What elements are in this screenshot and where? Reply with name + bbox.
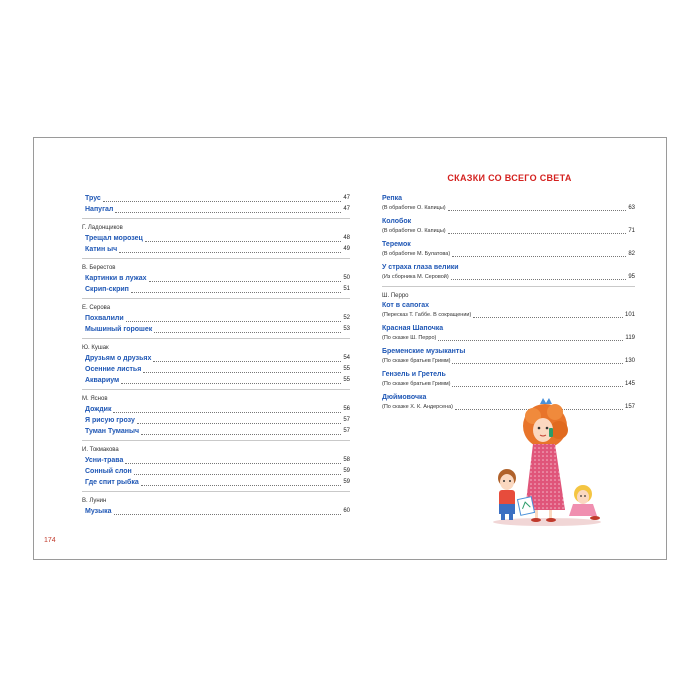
right-contents-list [382, 194, 635, 416]
entry-page-number: 130 [624, 358, 635, 364]
entry-note: (В обработке М. Булатова) [382, 251, 451, 257]
entry-page-number: 119 [625, 335, 635, 341]
toc-entry[interactable] [82, 364, 350, 375]
entry-title: Катин ыч [85, 246, 118, 253]
dot-leader [126, 320, 342, 322]
dot-leader [143, 371, 341, 373]
entry-title: Усни-трава [85, 457, 124, 464]
dot-leader [145, 240, 341, 242]
group-divider [82, 218, 350, 220]
entry-page-number: 55 [343, 377, 350, 383]
entry-page-number: 55 [343, 366, 350, 372]
entry-page-number: 47 [343, 195, 350, 201]
dot-leader [153, 360, 341, 362]
dot-leader [113, 411, 341, 413]
entry-note: (По сказке Х. К. Андерсена) [382, 404, 453, 410]
toc-entry[interactable] [82, 313, 350, 324]
dot-leader [137, 422, 341, 424]
entry-note-row [382, 250, 635, 259]
entry-page-number: 53 [343, 326, 350, 332]
toc-entry[interactable] [82, 193, 350, 204]
toc-entry-group[interactable] [382, 240, 635, 259]
entry-page-number: 57 [343, 417, 350, 423]
entry-title: Гензель и Гретель [382, 371, 446, 378]
toc-entry[interactable] [82, 204, 350, 215]
entry-note: (В обработке О. Капицы) [382, 228, 446, 234]
dot-leader [452, 255, 626, 257]
entry-title: Теремок [382, 241, 411, 248]
entry-note-row [382, 357, 635, 366]
author-name: В. Лунин [82, 498, 107, 504]
toc-entry[interactable] [82, 353, 350, 364]
entry-title: Колобок [382, 218, 412, 225]
toc-entry[interactable] [82, 375, 350, 386]
entry-page-number: 157 [624, 404, 635, 410]
page-number: 174 [44, 537, 56, 544]
entry-title: Трус [85, 195, 101, 202]
dot-leader [141, 484, 342, 486]
entry-page-number: 50 [343, 275, 350, 281]
group-divider [382, 286, 635, 288]
toc-entry[interactable] [82, 506, 350, 517]
author-name: Ю. Кушак [82, 345, 109, 351]
entry-page-number: 145 [624, 381, 635, 387]
entry-title: Сонный слон [85, 468, 132, 475]
toc-entry-group[interactable] [382, 370, 635, 389]
entry-page-number: 54 [343, 355, 350, 361]
entry-note: (По сказке Ш. Перро) [382, 335, 437, 341]
entry-title: Дождик [85, 406, 112, 413]
toc-entry-group[interactable] [382, 347, 635, 366]
dot-leader [154, 331, 341, 333]
dot-leader [141, 433, 341, 435]
toc-entry[interactable] [82, 284, 350, 295]
toc-entry-group[interactable] [382, 217, 635, 236]
group-divider [82, 389, 350, 391]
section-title: СКАЗКИ СО ВСЕГО СВЕТА [447, 173, 572, 183]
toc-entry-group[interactable] [382, 324, 635, 343]
toc-entry-group[interactable] [382, 263, 635, 282]
dot-leader [134, 473, 342, 475]
entry-note-row [382, 204, 635, 213]
entry-page-number: 47 [343, 206, 350, 212]
dot-leader [121, 382, 341, 384]
toc-entry[interactable] [82, 233, 350, 244]
dot-leader [448, 232, 627, 234]
entry-note: (Из сборника М. Серовой) [382, 274, 449, 280]
entry-page-number: 51 [343, 286, 350, 292]
author-name: И. Токмакова [82, 447, 119, 453]
dot-leader [451, 278, 627, 280]
dot-leader [115, 211, 341, 213]
dot-leader [114, 513, 342, 515]
dot-leader [473, 316, 623, 318]
family-illustration [485, 398, 605, 528]
entry-title: Аквариум [85, 377, 120, 384]
dot-leader [149, 280, 342, 282]
entry-note-row [382, 380, 635, 389]
toc-entry[interactable] [82, 404, 350, 415]
entry-title: Осенние листья [85, 366, 142, 373]
right-page [351, 138, 668, 559]
dot-leader [125, 462, 341, 464]
dot-leader [119, 251, 341, 253]
dot-leader [452, 362, 623, 364]
entry-title: Репка [382, 195, 403, 202]
entry-title: Кот в сапогах [382, 302, 430, 309]
entry-page-number: 57 [343, 428, 350, 434]
group-divider [82, 491, 350, 493]
entry-page-number: 59 [343, 479, 350, 485]
dot-leader [103, 200, 342, 202]
entry-page-number: 49 [343, 246, 350, 252]
entry-title: Дюймовочка [382, 394, 427, 401]
author-name: Ш. Перро [382, 293, 409, 299]
entry-title: Картинки в лужах [85, 275, 147, 282]
author-name: Г. Ладонщиков [82, 225, 123, 231]
toc-entry[interactable] [82, 455, 350, 466]
entry-page-number: 60 [343, 508, 350, 514]
entry-page-number: 101 [624, 312, 635, 318]
entry-title: Красная Шапочка [382, 325, 444, 332]
entry-title: Бременские музыканты [382, 348, 466, 355]
entry-page-number: 63 [628, 205, 635, 211]
toc-entry[interactable] [82, 466, 350, 477]
entry-page-number: 56 [343, 406, 350, 412]
entry-note: (По сказке братьев Гримм) [382, 358, 451, 364]
entry-title: Напугал [85, 206, 114, 213]
toc-entry[interactable] [82, 477, 350, 488]
dot-leader [438, 339, 623, 341]
toc-entry-group[interactable] [382, 194, 635, 213]
left-contents-list [82, 193, 350, 517]
toc-entry[interactable] [82, 415, 350, 426]
entry-page-number: 48 [343, 235, 350, 241]
entry-page-number: 58 [343, 457, 350, 463]
entry-page-number: 52 [343, 315, 350, 321]
toc-entry[interactable] [82, 426, 350, 437]
author-name: Е. Серова [82, 305, 111, 311]
left-page [34, 138, 351, 559]
toc-entry-group[interactable] [382, 301, 635, 320]
entry-note: (В обработке О. Капицы) [382, 205, 446, 211]
group-divider [82, 338, 350, 340]
entry-page-number: 59 [343, 468, 350, 474]
book-spread [33, 137, 667, 560]
group-divider [82, 440, 350, 442]
toc-entry[interactable] [82, 273, 350, 284]
entry-note-row [382, 227, 635, 236]
entry-note: (По сказке братьев Гримм) [382, 381, 451, 387]
entry-title: Мышиный горошек [85, 326, 153, 333]
group-divider [82, 298, 350, 300]
entry-title: Музыка [85, 508, 112, 515]
entry-note-row [382, 273, 635, 282]
dot-leader [448, 209, 627, 211]
author-name: М. Яснов [82, 396, 108, 402]
entry-title: Трещал морозец [85, 235, 143, 242]
entry-note-row [382, 334, 635, 343]
author-name: В. Берестов [82, 265, 116, 271]
entry-title: Я рисую грозу [85, 417, 135, 424]
toc-entry[interactable] [82, 324, 350, 335]
entry-note-row [382, 311, 635, 320]
dot-leader [131, 291, 341, 293]
group-divider [82, 258, 350, 260]
entry-page-number: 95 [628, 274, 635, 280]
entry-title: Туман Туманыч [85, 428, 140, 435]
entry-title: У страха глаза велики [382, 264, 459, 271]
entry-title: Друзьям о друзьях [85, 355, 152, 362]
entry-page-number: 71 [628, 228, 635, 234]
toc-entry[interactable] [82, 244, 350, 255]
entry-title: Где спит рыбка [85, 479, 139, 486]
dot-leader [452, 385, 623, 387]
entry-title: Похвалили [85, 315, 124, 322]
entry-title: Скрип-скрип [85, 286, 129, 293]
entry-page-number: 82 [628, 251, 635, 257]
entry-note: (Пересказ Т. Габбе. В сокращении) [382, 312, 472, 318]
